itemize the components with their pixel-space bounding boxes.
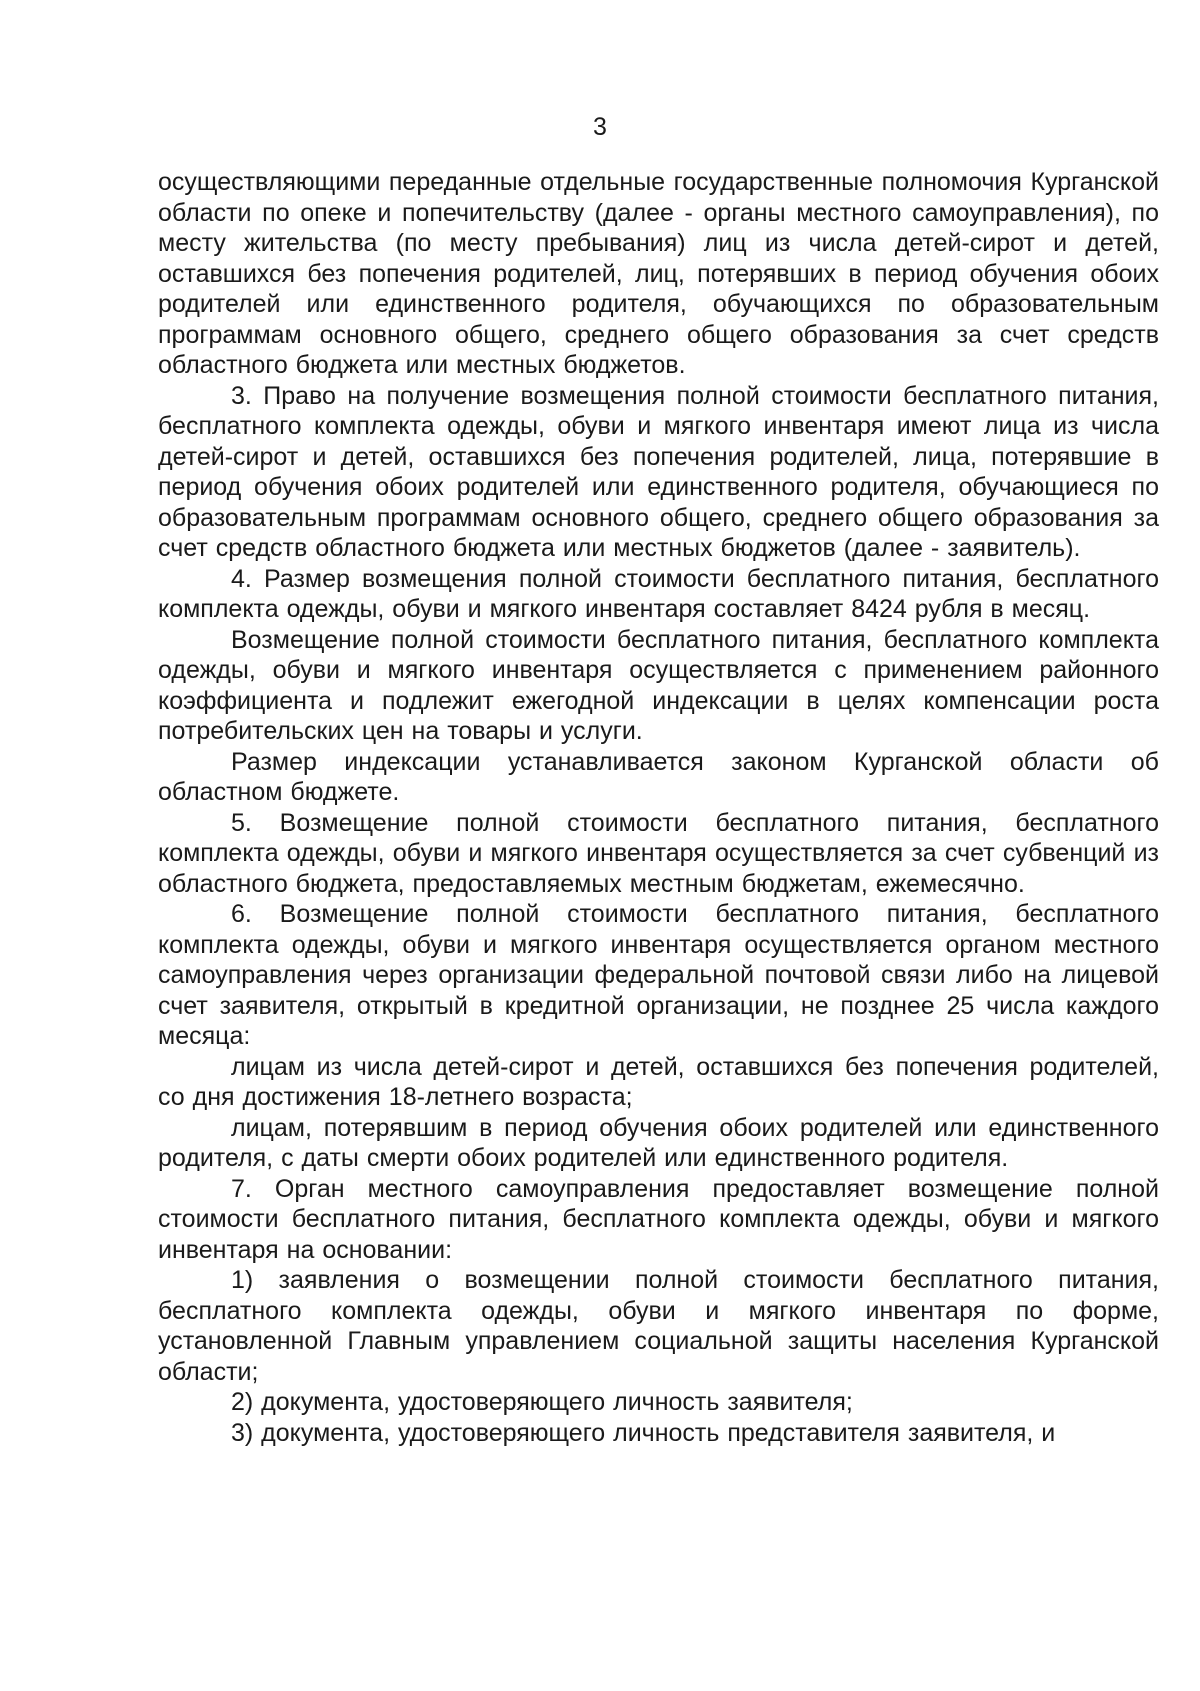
paragraph-subitem-1: 1) заявления о возмещении полной стоимости бесплатного питания, бесплатного комплекта одежды, обуви и мягкого инвентаря по форме, установленной Главным управлением социальной защиты населения Курганской области; <box>158 1266 1159 1386</box>
paragraph-bereaved-clause: лицам, потерявшим в период обучения обоих родителей или единственного родителя, с даты смерти обоих родителей или единственного родителя. <box>158 1113 1159 1172</box>
document-body <box>158 167 1159 1448</box>
paragraph-orphans-clause: лицам из числа детей-сирот и детей, оставшихся без попечения родителей, со дня достижения 18-летнего возраста; <box>158 1052 1159 1111</box>
paragraph-continuation: осуществляющими переданные отдельные государственные полномочия Курганской области по опеке и попечительству (далее - органы местного самоуправления), по месту жительства (по месту пребывания) лиц из числа детей-сирот и детей, оставшихся без попечения родителей, лиц, потерявших в период обучения обоих родителей или единственного родителя, обучающихся по образовательным программам основного общего, среднего общего образования за счет средств областного бюджета или местных бюджетов. <box>158 168 1159 379</box>
page-number: 3 <box>593 113 607 141</box>
paragraph-item-3: 3. Право на получение возмещения полной стоимости бесплатного питания, бесплатного комплекта одежды, обуви и мягкого инвентаря имеют лица из числа детей-сирот и детей, оставшихся без попечения родителей, лица, потерявшие в период обучения обоих родителей или единственного родителя, обучающиеся по образовательным программам основного общего, среднего общего образования за счет средств областного бюджета или местных бюджетов (далее - заявитель). <box>158 381 1159 562</box>
paragraph-subitem-3: 3) документа, удостоверяющего личность представителя заявителя, и <box>231 1418 1056 1447</box>
paragraph-indexation: Размер индексации устанавливается законом Курганской области об областном бюджете. <box>158 747 1159 806</box>
paragraph-compensation-coefficient: Возмещение полной стоимости бесплатного питания, бесплатного комплекта одежды, обуви и мягкого инвентаря осуществляется с применением районного коэффициента и подлежит ежегодной индексации в целях компенсации роста потребительских цен на товары и услуги. <box>158 625 1159 745</box>
paragraph-subitem-2: 2) документа, удостоверяющего личность заявителя; <box>231 1388 853 1416</box>
paragraph-item-6: 6. Возмещение полной стоимости бесплатного питания, бесплатного комплекта одежды, обуви и мягкого инвентаря осуществляется органом местного самоуправления через организации федеральной почтовой связи либо на лицевой счет заявителя, открытый в кредитной организации, не позднее 25 числа каждого месяца: <box>158 900 1159 1050</box>
paragraph-item-7: 7. Орган местного самоуправления предоставляет возмещение полной стоимости бесплатного питания, бесплатного комплекта одежды, обуви и мягкого инвентаря на основании: <box>158 1174 1159 1264</box>
paragraph-item-5: 5. Возмещение полной стоимости бесплатного питания, бесплатного комплекта одежды, обуви и мягкого инвентаря осуществляется за счет субвенций из областного бюджета, предоставляемых местным бюджетам, ежемесячно. <box>158 808 1159 898</box>
paragraph-item-4: 4. Размер возмещения полной стоимости бесплатного питания, бесплатного комплекта одежды, обуви и мягкого инвентаря составляет 8424 рубля в месяц. <box>158 564 1159 623</box>
